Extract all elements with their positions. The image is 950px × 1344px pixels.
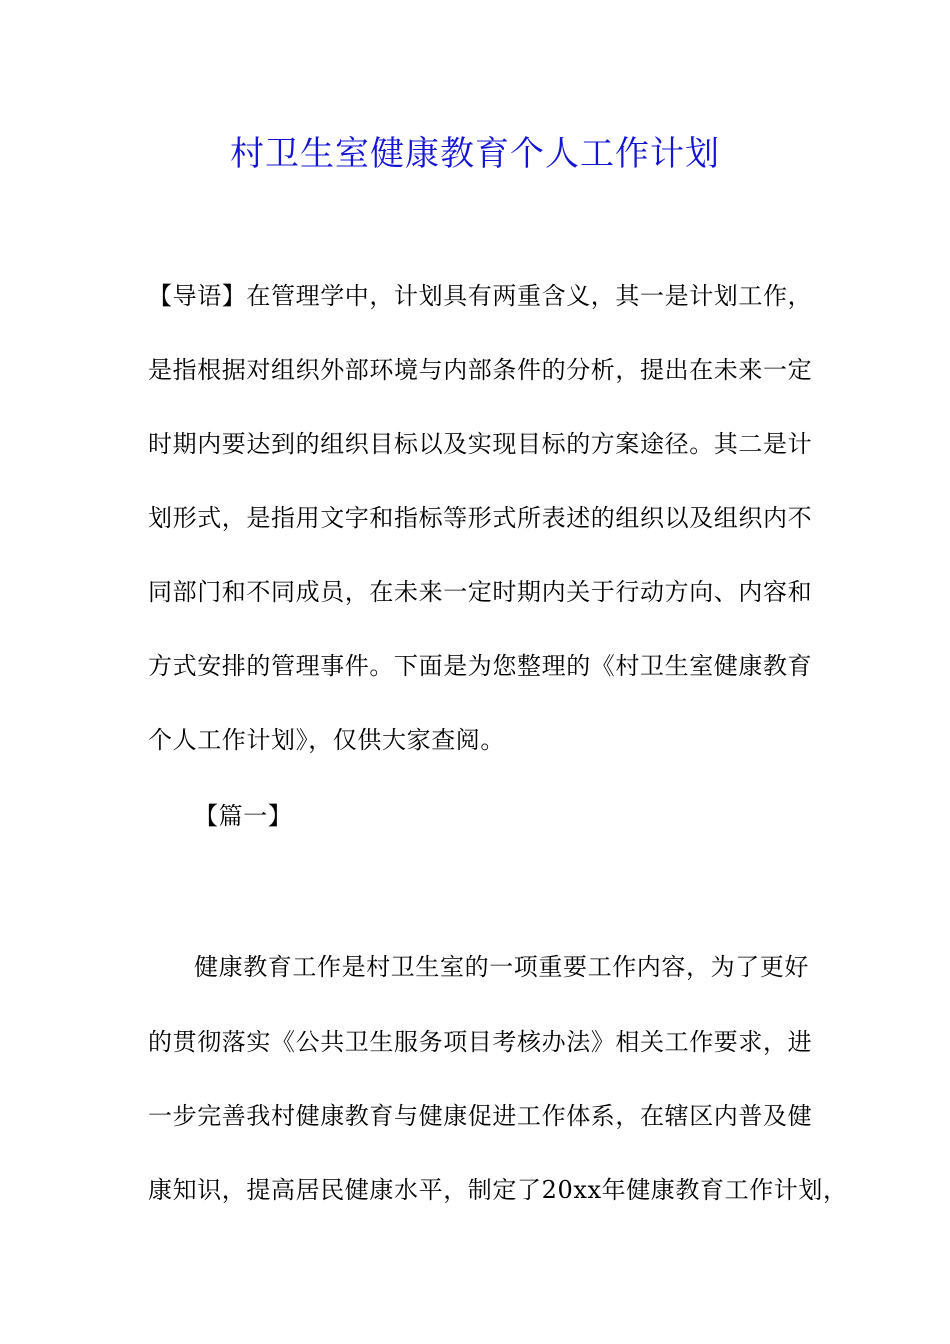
body-line: 的贯彻落实《公共卫生服务项目考核办法》相关工作要求，进 [148,1028,813,1056]
intro-line: 方式安排的管理事件。下面是为您整理的《村卫生室健康教育 [148,652,813,680]
intro-line: 同部门和不同成员，在未来一定时期内关于行动方向、内容和 [148,578,813,606]
intro-line: 时期内要达到的组织目标以及实现目标的方案途径。其二是计 [148,430,813,458]
body-line: 一步完善我村健康教育与健康促进工作体系，在辖区内普及健 [148,1102,813,1130]
intro-line: 是指根据对组织外部环境与内部条件的分析，提出在未来一定 [148,356,813,384]
document-title: 村卫生室健康教育个人工作计划 [230,134,720,174]
intro-line: 划形式，是指用文字和指标等形式所表述的组织以及组织内不 [148,504,813,532]
body-line: 健康教育工作是村卫生室的一项重要工作内容，为了更好 [194,953,809,981]
section-heading: 【篇一】 [194,802,293,830]
intro-line: 个人工作计划》，仅供大家查阅。 [148,726,505,754]
intro-line: 【导语】在管理学中，计划具有两重含义，其一是计划工作， [148,282,813,310]
body-line: 康知识，提高居民健康水平，制定了20xx年健康教育工作计划， [148,1176,848,1204]
